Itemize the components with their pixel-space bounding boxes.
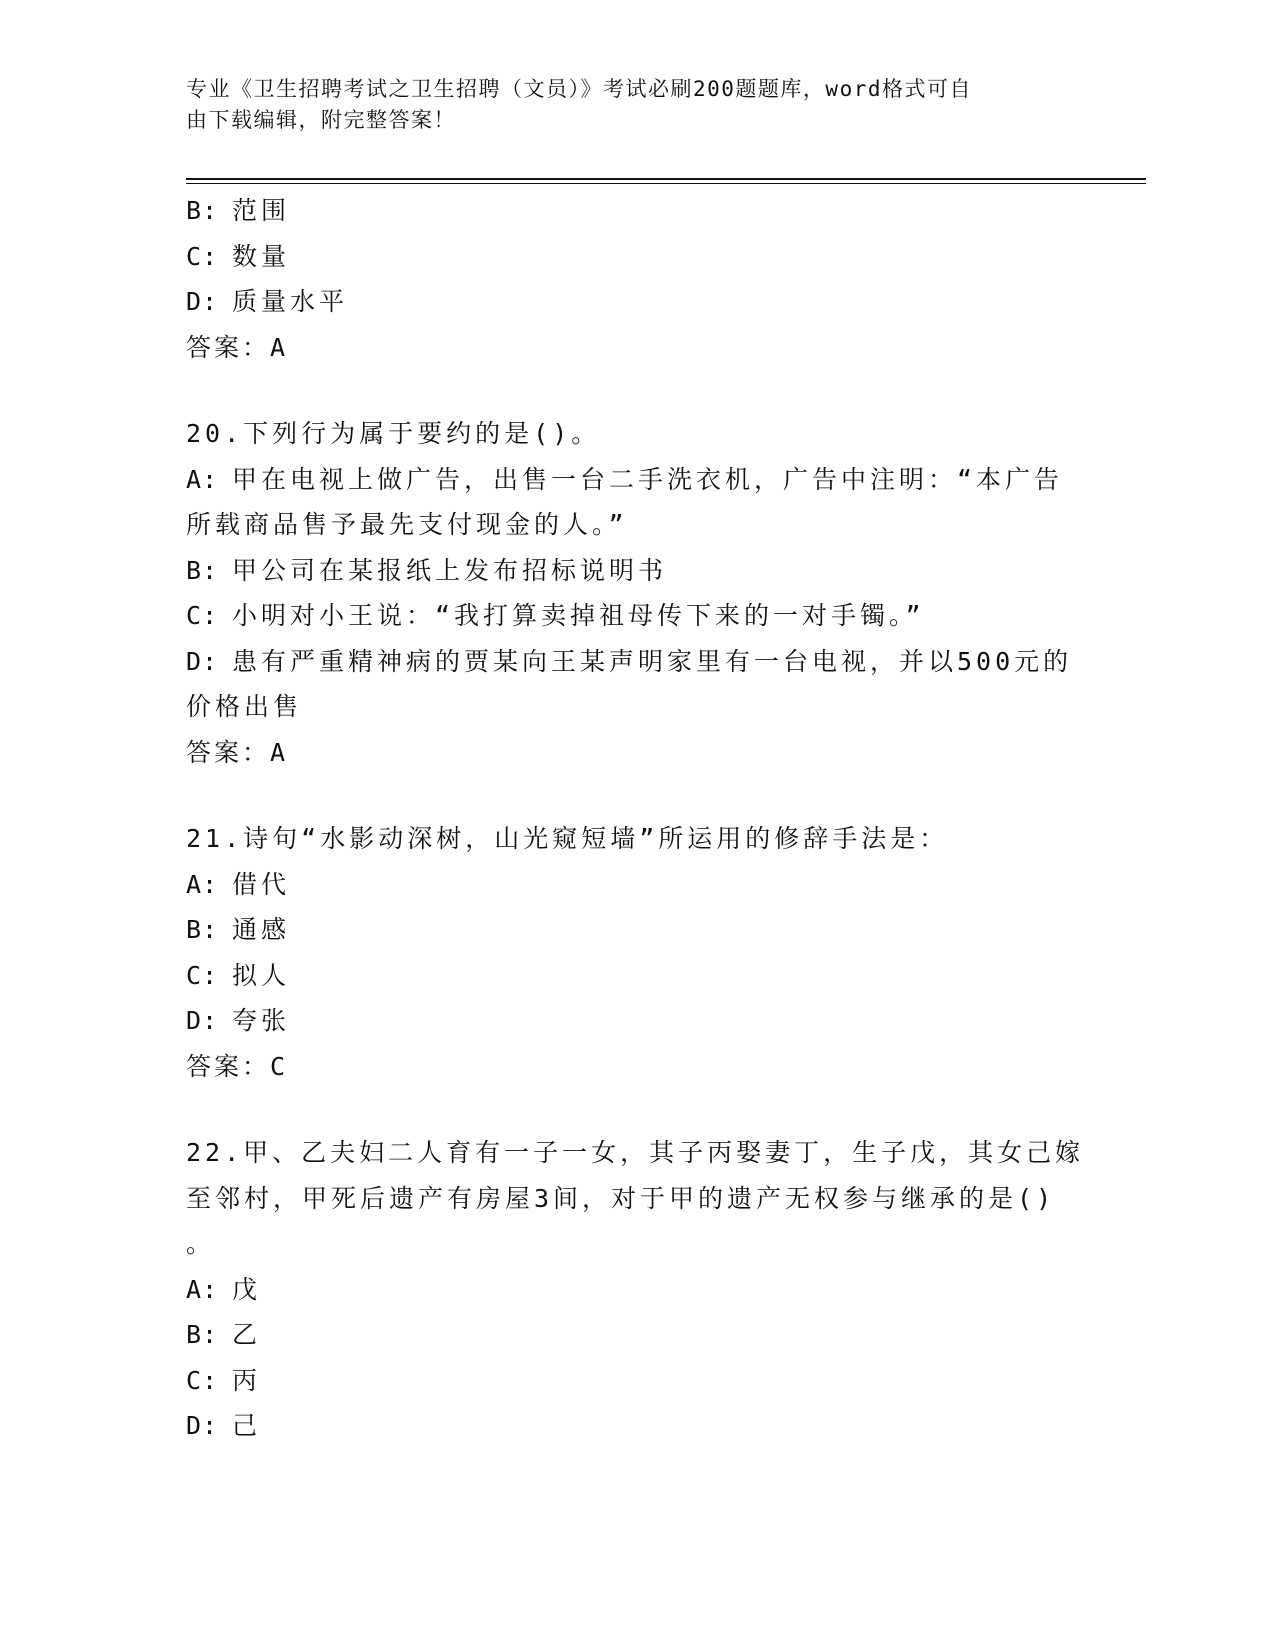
q21-option-d: D: 夸张 [186,1006,291,1035]
q20-option-b: B: 甲公司在某报纸上发布招标说明书 [186,555,668,585]
question-20-stem: 20.下列行为属于要约的是()。 [186,419,601,448]
question-22-stem: 22.甲、乙夫妇二人育有一子一女，其子丙娶妻丁，生子戊，其女己嫁 [186,1138,1085,1167]
option-d: D: 质量水平 [186,287,349,316]
q21-option-b: B: 通感 [186,915,291,944]
q21-option-a: A: 借代 [186,869,291,899]
q20-answer: 答案：A [186,737,289,767]
answer-line: 答案：A [186,332,289,362]
document-header [186,74,1066,136]
header-divider-thick [186,178,1146,180]
q22-option-a: A: 戊 [186,1274,262,1304]
header-line-2: 由下载编辑，附完整答案！ [186,108,456,132]
q22-option-c: C: 丙 [186,1365,262,1395]
q21-option-c: C: 拟人 [186,960,291,990]
q22-option-b: B: 乙 [186,1320,262,1349]
header-divider-thin [186,183,1146,184]
option-b: B: 范围 [186,196,291,225]
question-22-stem-line-2: 至邻村，甲死后遗产有房屋3间，对于甲的遗产无权参与继承的是() [186,1183,1056,1213]
q20-option-c: C: 小明对小王说：“我打算卖掉祖母传下来的一对手镯。” [186,601,925,630]
q20-option-d-continued: 价格出售 [186,692,303,721]
q21-answer: 答案：C [186,1051,289,1081]
question-21-stem: 21.诗句“水影动深树，山光窥短墙”所运用的修辞手法是： [186,824,949,853]
q20-option-d: D: 患有严重精神病的贾某向王某声明家里有一台电视，并以500元的 [186,646,1073,676]
q22-option-d: D: 己 [186,1411,262,1440]
option-c: C: 数量 [186,241,291,271]
header-line-1: 专业《卫生招聘考试之卫生招聘（文员）》考试必刷200题题库，word格式可自 [186,77,972,101]
question-content [186,188,1085,1449]
q20-option-a: A: 甲在电视上做广告，出售一台二手洗衣机，广告中注明：“本广告 [186,464,1064,494]
q20-option-a-continued: 所载商品售予最先支付现金的人。” [186,510,628,539]
question-22-stem-line-3: 。 [186,1229,216,1258]
